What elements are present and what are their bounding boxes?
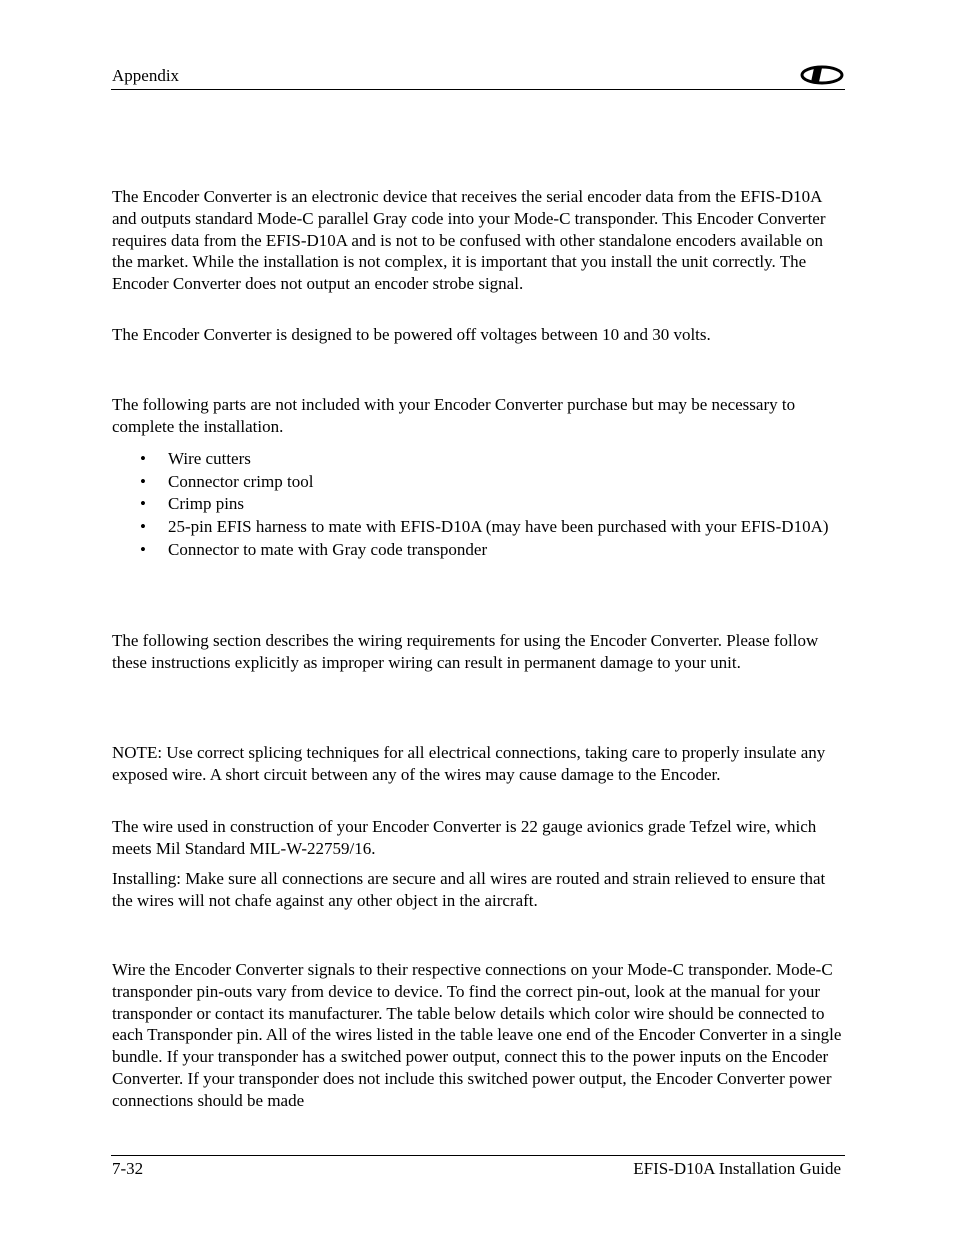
paragraph-power: The Encoder Converter is designed to be powered off voltages between 10 and 30 volts. — [112, 325, 711, 344]
bullet-icon: • — [140, 539, 146, 559]
paragraph-wire-spec: The wire used in construction of your Encoder Converter is 22 gauge avionics grade Tefzel wire, which meets Mil Standard MIL-W-22759/16. — [112, 817, 817, 858]
paragraph-intro: The Encoder Converter is an electronic device that receives the serial encoder data from the EFIS-D10A and outputs standard Mode-C parallel Gray code into your Mode-C transponder. This Encoder Converter requires data from the EFIS-D10A and is not to be confused with other standalone encoders available on the market. While the installation is not complex, it is important that you install the unit correctly. The Encoder Converter does not output an encoder strobe signal. — [112, 187, 826, 294]
header-section-title: Appendix — [112, 66, 180, 85]
list-item — [112, 471, 847, 493]
list-item-label: Wire cutters — [168, 449, 251, 468]
bullet-icon: • — [140, 449, 146, 468]
bullet-icon: • — [140, 517, 146, 537]
bullet-icon: • — [140, 494, 146, 514]
paragraph-note: NOTE: Use correct splicing techniques for all electrical connections, taking care to properly insulate any exposed wire. A short circuit between any of the wires may cause damage to the Encoder. — [112, 743, 826, 784]
list-item — [112, 516, 847, 538]
bullet-icon: • — [140, 471, 146, 491]
list-item — [112, 448, 847, 470]
page-number: 7-32 — [112, 1159, 144, 1178]
header-rule — [111, 89, 845, 90]
list-item-label: Connector to mate with Gray code transponder — [168, 539, 488, 559]
parts-list — [112, 448, 847, 561]
list-item-label: 25-pin EFIS harness to mate with EFIS-D10A (may have been purchased with your EFIS-D10A) — [168, 517, 829, 537]
list-item — [112, 539, 847, 561]
footer-doc-title: EFIS-D10A Installation Guide — [633, 1159, 841, 1178]
footer-rule — [111, 1155, 845, 1156]
list-item — [112, 493, 847, 515]
paragraph-parts-intro: The following parts are not included with your Encoder Converter purchase but may be necessary to complete the installation. — [112, 395, 796, 436]
dynon-logo-icon — [800, 64, 844, 86]
paragraph-transponder: Wire the Encoder Converter signals to their respective connections on your Mode-C transponder. Mode-C transponder pin-outs vary from device to device. To find the correct pin-out, look at the manual for your transponder or contact its manufacturer. The table below details which color wire should be connected to each Transponder pin. All of the wires listed in the table leave one end of the Encoder Converter in a single bundle. If your transponder has a switched power output, connect this to the power inputs on the Encoder Converter. If your transponder does not include this switched power output, the Encoder Converter power connections should be made — [112, 960, 842, 1110]
list-item-label: Connector crimp tool — [168, 471, 314, 491]
list-item-label: Crimp pins — [168, 494, 245, 514]
paragraph-wiring-intro: The following section describes the wiring requirements for using the Encoder Converter. Please follow these instructions explicitly as improper wiring can result in permanent damage to your unit. — [112, 631, 819, 672]
paragraph-installing: Installing: Make sure all connections are secure and all wires are routed and strain relieved to ensure that the wires will not chafe against any other object in the aircraft. — [112, 869, 826, 910]
